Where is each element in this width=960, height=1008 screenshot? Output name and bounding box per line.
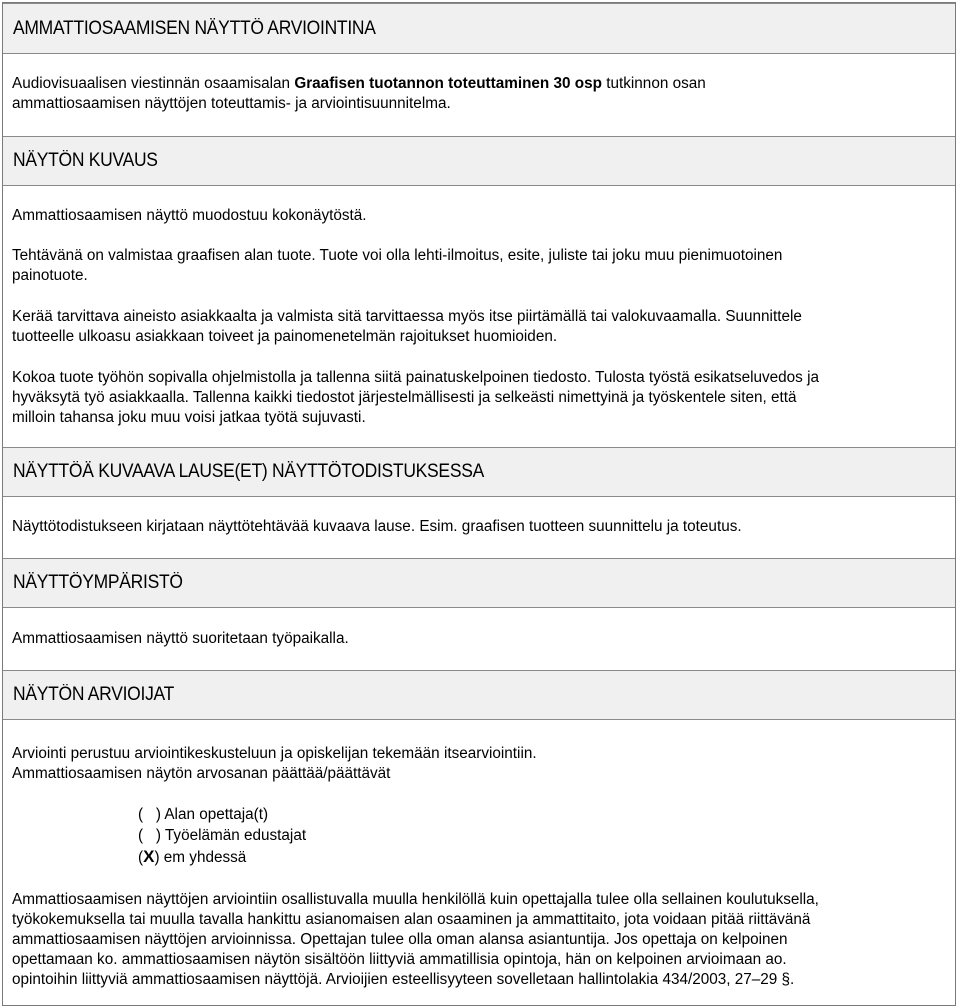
arvioijat-paragraph: opettamaan ko. ammattiosaamisen näytön sisältöön liittyviä ammatillisia opintoja, hän on kelpoinen arvioimaan ao. [12, 951, 787, 968]
kuvaus-paragraph: tuotteelle ulkoasu asiakkaan toiveet ja painomenetelmän rajoitukset huomioiden. [12, 328, 558, 345]
arvioijat-paragraph: työkokemuksella tai muulla tavalla hankittu asianomaisen alan osaaminen ja ammattitaito, jota voidaan pitää riittävänä [12, 911, 811, 928]
kuvaus-paragraph: Tehtävänä on valmistaa graafisen alan tuote. Tuote voi olla lehti-ilmoitus, esite, juliste tai joku muu pienimuotoinen [12, 247, 783, 264]
evaluator-option-together [138, 847, 246, 868]
evaluator-option-worklife [138, 825, 306, 846]
section-header-lause [3, 447, 955, 497]
kuvaus-paragraph: Kerää tarvittava aineisto asiakkaalta ja valmista sitä tarvittaessa myös itse piirtämällä tai valokuvaamalla. Suunnittele [12, 308, 802, 325]
section-title-arvioijat: NÄYTÖN ARVIOIJAT [13, 684, 175, 705]
arvioijat-paragraph: opintoihin liittyviä ammattiosaamisen näyttöjä. Arvioijien esteellisyyteen sovelletaan hallintolakia 434/2003, 27–29 §. [12, 971, 795, 988]
section-header-ymparisto [3, 558, 955, 608]
course-name: Graafisen tuotannon toteuttaminen 30 osp [294, 75, 602, 92]
intro-line-1 [12, 74, 706, 94]
page-title: AMMATTIOSAAMISEN NÄYTTÖ ARVIOINTINA [13, 18, 376, 39]
section-header-kuvaus [3, 136, 955, 186]
kuvaus-paragraph: Kokoa tuote työhön sopivalla ohjelmistolla ja tallenna siitä painatuskelpoinen tiedosto. Tulosta työstä esikatseluvedos ja [12, 369, 819, 386]
arvioijat-paragraph: ammattiosaamisen näyttöjen arvioinnissa. Opettajan tulee olla oman alansa asiantuntija. Jos opettaja on kelpoinen [12, 931, 788, 948]
arvioijat-line-1: Arviointi perustuu arviointikeskusteluun ja opiskelijan tekemään itsearviointiin. [12, 745, 537, 762]
section-header-arvioijat [3, 670, 955, 720]
option-label: Työelämän edustajat [164, 827, 307, 844]
option-checkbox: ( [138, 849, 144, 866]
ymparisto-text: Ammattiosaamisen näyttö suoritetaan työpaikalla. [12, 630, 349, 647]
option-label: Alan opettaja(t) [164, 806, 269, 823]
arvioijat-paragraph: Ammattiosaamisen näyttöjen arviointiin osallistuvalla muulla henkilöllä kuin opettajalla tulee olla sellainen koulutuksella, [12, 891, 819, 908]
section-title-lause: NÄYTTÖÄ KUVAAVA LAUSE(ET) NÄYTTÖTODISTUKSESSA [13, 461, 484, 482]
option-checkbox: ( ) [138, 806, 165, 823]
arvioijat-line-2: Ammattiosaamisen näytön arvosanan päättää/päättävät [12, 765, 391, 782]
section-header-title [3, 3, 955, 54]
kuvaus-paragraph: painotuote. [12, 267, 88, 284]
evaluator-option-teacher [138, 804, 268, 825]
option-label: ) em yhdessä [154, 849, 247, 866]
kuvaus-paragraph: hyväksytä työ asiakkaalla. Tallenna kaikki tiedostot järjestelmällisesti ja selkeästi nimettyinä ja työskentele siten, että [12, 389, 797, 406]
section-title-ymparisto: NÄYTTÖYMPÄRISTÖ [13, 572, 183, 593]
kuvaus-paragraph: Ammattiosaamisen näyttö muodostuu kokonäytöstä. [12, 207, 367, 224]
section-title-kuvaus: NÄYTÖN KUVAUS [13, 150, 158, 171]
lause-text: Näyttötodistukseen kirjataan näyttötehtävää kuvaava lause. Esim. graafisen tuotteen suunnittelu ja toteutus. [12, 518, 742, 535]
intro-text-tail: tutkinnon osan [602, 75, 706, 92]
intro-line-2: ammattiosaamisen näyttöjen toteuttamis- ja arviointisuunnitelma. [12, 95, 451, 112]
option-mark: X [143, 847, 155, 866]
intro-text: Audiovisuaalisen viestinnän osaamisalan [12, 75, 295, 92]
option-checkbox: ( ) [138, 827, 165, 844]
kuvaus-paragraph: milloin tahansa joku muu voisi jatkaa työtä sujuvasti. [12, 409, 366, 426]
